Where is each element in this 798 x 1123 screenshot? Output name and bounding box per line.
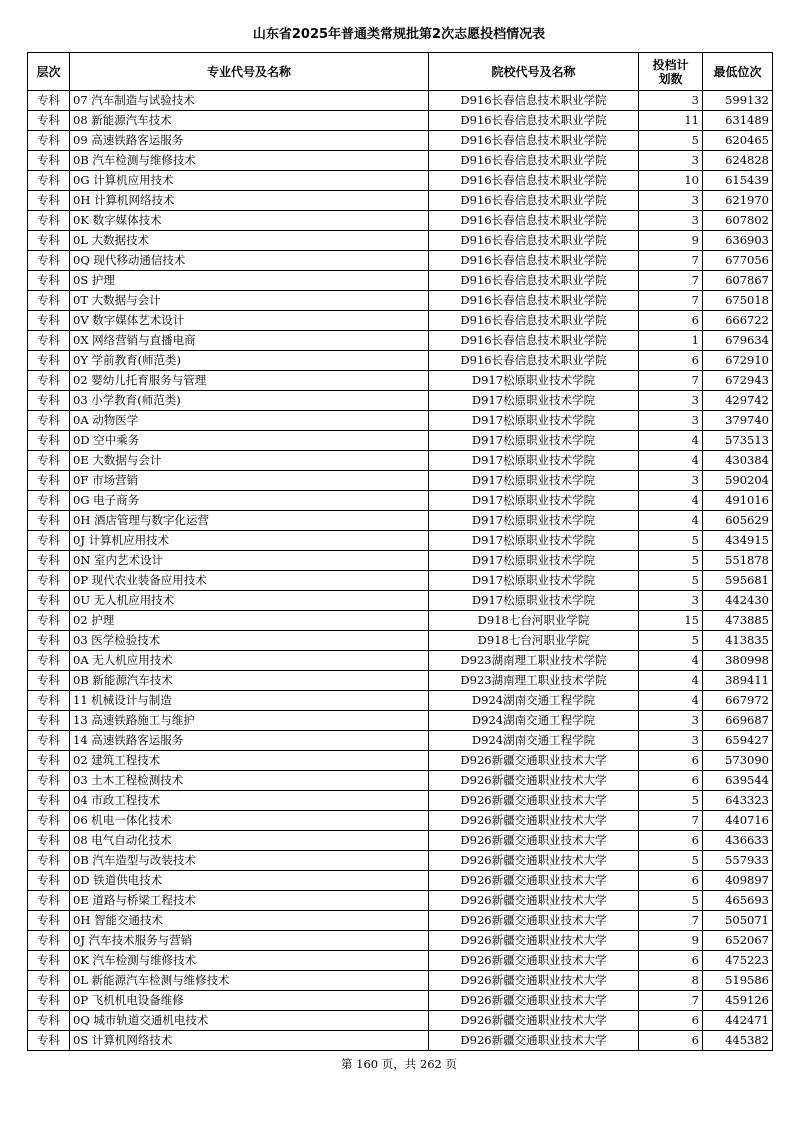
table-body bbox=[28, 91, 773, 1051]
cell-school: D926新疆交通职业技术大学 bbox=[429, 851, 639, 871]
cell-rank: 599132 bbox=[703, 91, 773, 111]
cell-plan: 7 bbox=[639, 291, 703, 311]
cell-plan: 7 bbox=[639, 251, 703, 271]
cell-school: D924湖南交通工程学院 bbox=[429, 731, 639, 751]
cell-plan: 5 bbox=[639, 851, 703, 871]
cell-rank: 636903 bbox=[703, 231, 773, 251]
cell-level: 专科 bbox=[28, 131, 70, 151]
table-row bbox=[28, 731, 773, 751]
cell-rank: 669687 bbox=[703, 711, 773, 731]
cell-level: 专科 bbox=[28, 531, 70, 551]
cell-plan: 6 bbox=[639, 771, 703, 791]
cell-level: 专科 bbox=[28, 931, 70, 951]
cell-major: 0K 数字媒体技术 bbox=[70, 211, 429, 231]
header-rank: 最低位次 bbox=[703, 53, 773, 91]
cell-plan: 6 bbox=[639, 1031, 703, 1051]
cell-school: D916长春信息技术职业学院 bbox=[429, 111, 639, 131]
cell-school: D924湖南交通工程学院 bbox=[429, 691, 639, 711]
header-plan: 投档计划数 bbox=[639, 53, 703, 91]
cell-rank: 389411 bbox=[703, 671, 773, 691]
cell-rank: 639544 bbox=[703, 771, 773, 791]
cell-rank: 667972 bbox=[703, 691, 773, 711]
cell-plan: 3 bbox=[639, 591, 703, 611]
cell-major: 14 高速铁路客运服务 bbox=[70, 731, 429, 751]
table-row bbox=[28, 771, 773, 791]
cell-plan: 9 bbox=[639, 931, 703, 951]
cell-major: 0P 现代农业装备应用技术 bbox=[70, 571, 429, 591]
cell-rank: 679634 bbox=[703, 331, 773, 351]
cell-rank: 620465 bbox=[703, 131, 773, 151]
cell-major: 02 护理 bbox=[70, 611, 429, 631]
table-row bbox=[28, 711, 773, 731]
cell-major: 03 医学检验技术 bbox=[70, 631, 429, 651]
cell-plan: 3 bbox=[639, 151, 703, 171]
cell-school: D917松原职业技术学院 bbox=[429, 491, 639, 511]
cell-rank: 413835 bbox=[703, 631, 773, 651]
table-row bbox=[28, 651, 773, 671]
cell-level: 专科 bbox=[28, 671, 70, 691]
cell-level: 专科 bbox=[28, 311, 70, 331]
cell-rank: 459126 bbox=[703, 991, 773, 1011]
table-row bbox=[28, 791, 773, 811]
table-row bbox=[28, 951, 773, 971]
cell-major: 0E 大数据与会计 bbox=[70, 451, 429, 471]
cell-rank: 677056 bbox=[703, 251, 773, 271]
cell-school: D916长春信息技术职业学院 bbox=[429, 311, 639, 331]
cell-level: 专科 bbox=[28, 151, 70, 171]
table-row bbox=[28, 991, 773, 1011]
cell-major: 0D 空中乘务 bbox=[70, 431, 429, 451]
cell-major: 07 汽车制造与试验技术 bbox=[70, 91, 429, 111]
cell-plan: 5 bbox=[639, 791, 703, 811]
cell-school: D917松原职业技术学院 bbox=[429, 531, 639, 551]
table-row bbox=[28, 391, 773, 411]
cell-major: 0F 市场营销 bbox=[70, 471, 429, 491]
cell-school: D916长春信息技术职业学院 bbox=[429, 231, 639, 251]
cell-plan: 4 bbox=[639, 511, 703, 531]
table-row bbox=[28, 591, 773, 611]
cell-major: 0J 计算机应用技术 bbox=[70, 531, 429, 551]
cell-plan: 4 bbox=[639, 651, 703, 671]
cell-plan: 3 bbox=[639, 211, 703, 231]
table-row bbox=[28, 491, 773, 511]
cell-rank: 445382 bbox=[703, 1031, 773, 1051]
cell-level: 专科 bbox=[28, 591, 70, 611]
cell-school: D917松原职业技术学院 bbox=[429, 571, 639, 591]
cell-rank: 666722 bbox=[703, 311, 773, 331]
table-row bbox=[28, 431, 773, 451]
cell-plan: 1 bbox=[639, 331, 703, 351]
cell-plan: 4 bbox=[639, 451, 703, 471]
cell-major: 02 婴幼儿托育服务与管理 bbox=[70, 371, 429, 391]
cell-school: D917松原职业技术学院 bbox=[429, 371, 639, 391]
header-level: 层次 bbox=[28, 53, 70, 91]
cell-major: 0B 汽车造型与改装技术 bbox=[70, 851, 429, 871]
cell-level: 专科 bbox=[28, 951, 70, 971]
cell-rank: 573090 bbox=[703, 751, 773, 771]
cell-rank: 440716 bbox=[703, 811, 773, 831]
cell-rank: 595681 bbox=[703, 571, 773, 591]
cell-rank: 465693 bbox=[703, 891, 773, 911]
cell-level: 专科 bbox=[28, 91, 70, 111]
cell-school: D916长春信息技术职业学院 bbox=[429, 91, 639, 111]
cell-plan: 9 bbox=[639, 231, 703, 251]
cell-school: D926新疆交通职业技术大学 bbox=[429, 971, 639, 991]
cell-level: 专科 bbox=[28, 551, 70, 571]
cell-major: 0U 无人机应用技术 bbox=[70, 591, 429, 611]
cell-level: 专科 bbox=[28, 211, 70, 231]
cell-major: 11 机械设计与制造 bbox=[70, 691, 429, 711]
cell-rank: 590204 bbox=[703, 471, 773, 491]
cell-plan: 3 bbox=[639, 471, 703, 491]
cell-level: 专科 bbox=[28, 811, 70, 831]
cell-school: D918七台河职业学院 bbox=[429, 631, 639, 651]
cell-school: D916长春信息技术职业学院 bbox=[429, 271, 639, 291]
table-row bbox=[28, 611, 773, 631]
cell-major: 04 市政工程技术 bbox=[70, 791, 429, 811]
cell-rank: 442471 bbox=[703, 1011, 773, 1031]
table-row bbox=[28, 251, 773, 271]
cell-school: D917松原职业技术学院 bbox=[429, 451, 639, 471]
cell-rank: 409897 bbox=[703, 871, 773, 891]
cell-rank: 643323 bbox=[703, 791, 773, 811]
cell-rank: 607867 bbox=[703, 271, 773, 291]
cell-school: D916长春信息技术职业学院 bbox=[429, 331, 639, 351]
cell-plan: 3 bbox=[639, 411, 703, 431]
cell-school: D926新疆交通职业技术大学 bbox=[429, 771, 639, 791]
table-row bbox=[28, 691, 773, 711]
cell-level: 专科 bbox=[28, 631, 70, 651]
cell-plan: 6 bbox=[639, 831, 703, 851]
cell-major: 08 新能源汽车技术 bbox=[70, 111, 429, 131]
cell-major: 0Q 现代移动通信技术 bbox=[70, 251, 429, 271]
cell-rank: 624828 bbox=[703, 151, 773, 171]
cell-plan: 4 bbox=[639, 691, 703, 711]
cell-school: D926新疆交通职业技术大学 bbox=[429, 931, 639, 951]
cell-plan: 3 bbox=[639, 191, 703, 211]
cell-school: D926新疆交通职业技术大学 bbox=[429, 991, 639, 1011]
cell-school: D917松原职业技术学院 bbox=[429, 551, 639, 571]
cell-plan: 3 bbox=[639, 391, 703, 411]
cell-rank: 557933 bbox=[703, 851, 773, 871]
cell-plan: 5 bbox=[639, 631, 703, 651]
cell-school: D916长春信息技术职业学院 bbox=[429, 251, 639, 271]
cell-plan: 4 bbox=[639, 671, 703, 691]
cell-major: 03 土木工程检测技术 bbox=[70, 771, 429, 791]
table-row bbox=[28, 551, 773, 571]
cell-school: D926新疆交通职业技术大学 bbox=[429, 751, 639, 771]
cell-major: 0T 大数据与会计 bbox=[70, 291, 429, 311]
table-row bbox=[28, 331, 773, 351]
cell-level: 专科 bbox=[28, 431, 70, 451]
cell-level: 专科 bbox=[28, 651, 70, 671]
table-row bbox=[28, 211, 773, 231]
cell-rank: 519586 bbox=[703, 971, 773, 991]
table-row bbox=[28, 271, 773, 291]
cell-school: D926新疆交通职业技术大学 bbox=[429, 911, 639, 931]
table-header-row bbox=[28, 53, 773, 91]
cell-rank: 430384 bbox=[703, 451, 773, 471]
cell-level: 专科 bbox=[28, 991, 70, 1011]
cell-level: 专科 bbox=[28, 731, 70, 751]
cell-rank: 473885 bbox=[703, 611, 773, 631]
cell-plan: 6 bbox=[639, 311, 703, 331]
cell-rank: 652067 bbox=[703, 931, 773, 951]
cell-major: 06 机电一体化技术 bbox=[70, 811, 429, 831]
cell-rank: 573513 bbox=[703, 431, 773, 451]
cell-major: 0L 大数据技术 bbox=[70, 231, 429, 251]
table-row bbox=[28, 811, 773, 831]
table-row bbox=[28, 191, 773, 211]
cell-major: 0S 护理 bbox=[70, 271, 429, 291]
table-row bbox=[28, 371, 773, 391]
cell-school: D916长春信息技术职业学院 bbox=[429, 171, 639, 191]
cell-school: D923湖南理工职业技术学院 bbox=[429, 651, 639, 671]
cell-plan: 7 bbox=[639, 811, 703, 831]
cell-plan: 7 bbox=[639, 271, 703, 291]
cell-plan: 7 bbox=[639, 991, 703, 1011]
cell-school: D926新疆交通职业技术大学 bbox=[429, 1031, 639, 1051]
cell-rank: 434915 bbox=[703, 531, 773, 551]
cell-major: 0H 智能交通技术 bbox=[70, 911, 429, 931]
table-row bbox=[28, 851, 773, 871]
cell-plan: 7 bbox=[639, 371, 703, 391]
table-row bbox=[28, 931, 773, 951]
cell-level: 专科 bbox=[28, 271, 70, 291]
cell-rank: 615439 bbox=[703, 171, 773, 191]
cell-plan: 5 bbox=[639, 551, 703, 571]
cell-major: 0Y 学前教育(师范类) bbox=[70, 351, 429, 371]
cell-major: 0L 新能源汽车检测与维修技术 bbox=[70, 971, 429, 991]
cell-major: 0X 网络营销与直播电商 bbox=[70, 331, 429, 351]
cell-major: 03 小学教育(师范类) bbox=[70, 391, 429, 411]
table-row bbox=[28, 631, 773, 651]
cell-level: 专科 bbox=[28, 691, 70, 711]
cell-major: 0H 酒店管理与数字化运营 bbox=[70, 511, 429, 531]
cell-level: 专科 bbox=[28, 1011, 70, 1031]
cell-school: D926新疆交通职业技术大学 bbox=[429, 791, 639, 811]
cell-school: D917松原职业技术学院 bbox=[429, 411, 639, 431]
cell-plan: 6 bbox=[639, 871, 703, 891]
cell-major: 0N 室内艺术设计 bbox=[70, 551, 429, 571]
cell-school: D926新疆交通职业技术大学 bbox=[429, 871, 639, 891]
table-row bbox=[28, 571, 773, 591]
cell-level: 专科 bbox=[28, 491, 70, 511]
cell-school: D916长春信息技术职业学院 bbox=[429, 151, 639, 171]
cell-major: 09 高速铁路客运服务 bbox=[70, 131, 429, 151]
cell-rank: 675018 bbox=[703, 291, 773, 311]
cell-major: 08 电气自动化技术 bbox=[70, 831, 429, 851]
cell-plan: 15 bbox=[639, 611, 703, 631]
table-row bbox=[28, 911, 773, 931]
cell-level: 专科 bbox=[28, 611, 70, 631]
table-row bbox=[28, 111, 773, 131]
cell-plan: 4 bbox=[639, 431, 703, 451]
cell-rank: 379740 bbox=[703, 411, 773, 431]
cell-school: D926新疆交通职业技术大学 bbox=[429, 831, 639, 851]
cell-major: 0Q 城市轨道交通机电技术 bbox=[70, 1011, 429, 1031]
cell-rank: 605629 bbox=[703, 511, 773, 531]
cell-school: D916长春信息技术职业学院 bbox=[429, 191, 639, 211]
cell-plan: 10 bbox=[639, 171, 703, 191]
cell-rank: 672943 bbox=[703, 371, 773, 391]
cell-major: 0H 计算机网络技术 bbox=[70, 191, 429, 211]
table-row bbox=[28, 311, 773, 331]
table-row bbox=[28, 151, 773, 171]
table-row bbox=[28, 891, 773, 911]
table-row bbox=[28, 671, 773, 691]
cell-school: D926新疆交通职业技术大学 bbox=[429, 891, 639, 911]
cell-major: 0A 动物医学 bbox=[70, 411, 429, 431]
table-row bbox=[28, 1011, 773, 1031]
page-title: 山东省2025年普通类常规批第2次志愿投档情况表 bbox=[252, 27, 546, 42]
cell-level: 专科 bbox=[28, 251, 70, 271]
cell-level: 专科 bbox=[28, 751, 70, 771]
table-row bbox=[28, 831, 773, 851]
cell-major: 02 建筑工程技术 bbox=[70, 751, 429, 771]
cell-major: 0V 数字媒体艺术设计 bbox=[70, 311, 429, 331]
cell-level: 专科 bbox=[28, 851, 70, 871]
cell-rank: 429742 bbox=[703, 391, 773, 411]
cell-plan: 6 bbox=[639, 351, 703, 371]
cell-rank: 621970 bbox=[703, 191, 773, 211]
cell-level: 专科 bbox=[28, 391, 70, 411]
table-row bbox=[28, 531, 773, 551]
cell-plan: 11 bbox=[639, 111, 703, 131]
cell-level: 专科 bbox=[28, 571, 70, 591]
cell-major: 0P 飞机机电设备维修 bbox=[70, 991, 429, 1011]
cell-level: 专科 bbox=[28, 451, 70, 471]
cell-major: 13 高速铁路施工与维护 bbox=[70, 711, 429, 731]
cell-rank: 551878 bbox=[703, 551, 773, 571]
cell-major: 0K 汽车检测与维修技术 bbox=[70, 951, 429, 971]
table-row bbox=[28, 451, 773, 471]
admission-table bbox=[27, 52, 773, 1051]
cell-major: 0A 无人机应用技术 bbox=[70, 651, 429, 671]
cell-level: 专科 bbox=[28, 791, 70, 811]
cell-level: 专科 bbox=[28, 971, 70, 991]
cell-major: 0B 汽车检测与维修技术 bbox=[70, 151, 429, 171]
cell-level: 专科 bbox=[28, 371, 70, 391]
cell-rank: 442430 bbox=[703, 591, 773, 611]
table-row bbox=[28, 751, 773, 771]
cell-school: D917松原职业技术学院 bbox=[429, 471, 639, 491]
cell-plan: 3 bbox=[639, 731, 703, 751]
table-row bbox=[28, 511, 773, 531]
cell-school: D916长春信息技术职业学院 bbox=[429, 131, 639, 151]
header-school: 院校代号及名称 bbox=[429, 53, 639, 91]
cell-plan: 5 bbox=[639, 131, 703, 151]
cell-level: 专科 bbox=[28, 171, 70, 191]
cell-major: 0B 新能源汽车技术 bbox=[70, 671, 429, 691]
cell-rank: 380998 bbox=[703, 651, 773, 671]
cell-school: D923湖南理工职业技术学院 bbox=[429, 671, 639, 691]
cell-level: 专科 bbox=[28, 871, 70, 891]
cell-plan: 5 bbox=[639, 531, 703, 551]
table-row bbox=[28, 1031, 773, 1051]
table-row bbox=[28, 231, 773, 251]
cell-rank: 475223 bbox=[703, 951, 773, 971]
cell-school: D916长春信息技术职业学院 bbox=[429, 211, 639, 231]
cell-school: D916长春信息技术职业学院 bbox=[429, 351, 639, 371]
cell-major: 0G 电子商务 bbox=[70, 491, 429, 511]
cell-level: 专科 bbox=[28, 771, 70, 791]
cell-school: D918七台河职业学院 bbox=[429, 611, 639, 631]
cell-school: D924湖南交通工程学院 bbox=[429, 711, 639, 731]
cell-plan: 6 bbox=[639, 951, 703, 971]
page-footer: 第 160 页，共 262 页 bbox=[340, 1057, 458, 1071]
table-row bbox=[28, 471, 773, 491]
cell-level: 专科 bbox=[28, 511, 70, 531]
cell-plan: 5 bbox=[639, 571, 703, 591]
header-major: 专业代号及名称 bbox=[70, 53, 429, 91]
cell-plan: 8 bbox=[639, 971, 703, 991]
cell-level: 专科 bbox=[28, 331, 70, 351]
cell-major: 0S 计算机网络技术 bbox=[70, 1031, 429, 1051]
cell-plan: 3 bbox=[639, 91, 703, 111]
cell-plan: 6 bbox=[639, 1011, 703, 1031]
table-row bbox=[28, 971, 773, 991]
table-row bbox=[28, 171, 773, 191]
cell-rank: 631489 bbox=[703, 111, 773, 131]
cell-plan: 6 bbox=[639, 751, 703, 771]
cell-major: 0D 铁道供电技术 bbox=[70, 871, 429, 891]
table-row bbox=[28, 411, 773, 431]
cell-school: D916长春信息技术职业学院 bbox=[429, 291, 639, 311]
cell-level: 专科 bbox=[28, 831, 70, 851]
cell-level: 专科 bbox=[28, 891, 70, 911]
cell-school: D926新疆交通职业技术大学 bbox=[429, 811, 639, 831]
cell-level: 专科 bbox=[28, 191, 70, 211]
table-row bbox=[28, 291, 773, 311]
cell-major: 0G 计算机应用技术 bbox=[70, 171, 429, 191]
cell-level: 专科 bbox=[28, 471, 70, 491]
cell-level: 专科 bbox=[28, 351, 70, 371]
cell-rank: 505071 bbox=[703, 911, 773, 931]
cell-school: D926新疆交通职业技术大学 bbox=[429, 1011, 639, 1031]
cell-rank: 436633 bbox=[703, 831, 773, 851]
table-row bbox=[28, 871, 773, 891]
cell-school: D917松原职业技术学院 bbox=[429, 431, 639, 451]
cell-school: D917松原职业技术学院 bbox=[429, 391, 639, 411]
cell-plan: 5 bbox=[639, 891, 703, 911]
cell-rank: 491016 bbox=[703, 491, 773, 511]
cell-major: 0E 道路与桥梁工程技术 bbox=[70, 891, 429, 911]
cell-level: 专科 bbox=[28, 291, 70, 311]
cell-level: 专科 bbox=[28, 411, 70, 431]
table-row bbox=[28, 351, 773, 371]
cell-level: 专科 bbox=[28, 911, 70, 931]
cell-plan: 4 bbox=[639, 491, 703, 511]
table-row bbox=[28, 131, 773, 151]
cell-school: D917松原职业技术学院 bbox=[429, 511, 639, 531]
cell-rank: 607802 bbox=[703, 211, 773, 231]
cell-school: D917松原职业技术学院 bbox=[429, 591, 639, 611]
cell-plan: 3 bbox=[639, 711, 703, 731]
cell-school: D926新疆交通职业技术大学 bbox=[429, 951, 639, 971]
cell-plan: 7 bbox=[639, 911, 703, 931]
cell-major: 0J 汽车技术服务与营销 bbox=[70, 931, 429, 951]
cell-level: 专科 bbox=[28, 1031, 70, 1051]
cell-level: 专科 bbox=[28, 231, 70, 251]
cell-rank: 672910 bbox=[703, 351, 773, 371]
cell-level: 专科 bbox=[28, 711, 70, 731]
table-row bbox=[28, 91, 773, 111]
cell-level: 专科 bbox=[28, 111, 70, 131]
cell-rank: 659427 bbox=[703, 731, 773, 751]
